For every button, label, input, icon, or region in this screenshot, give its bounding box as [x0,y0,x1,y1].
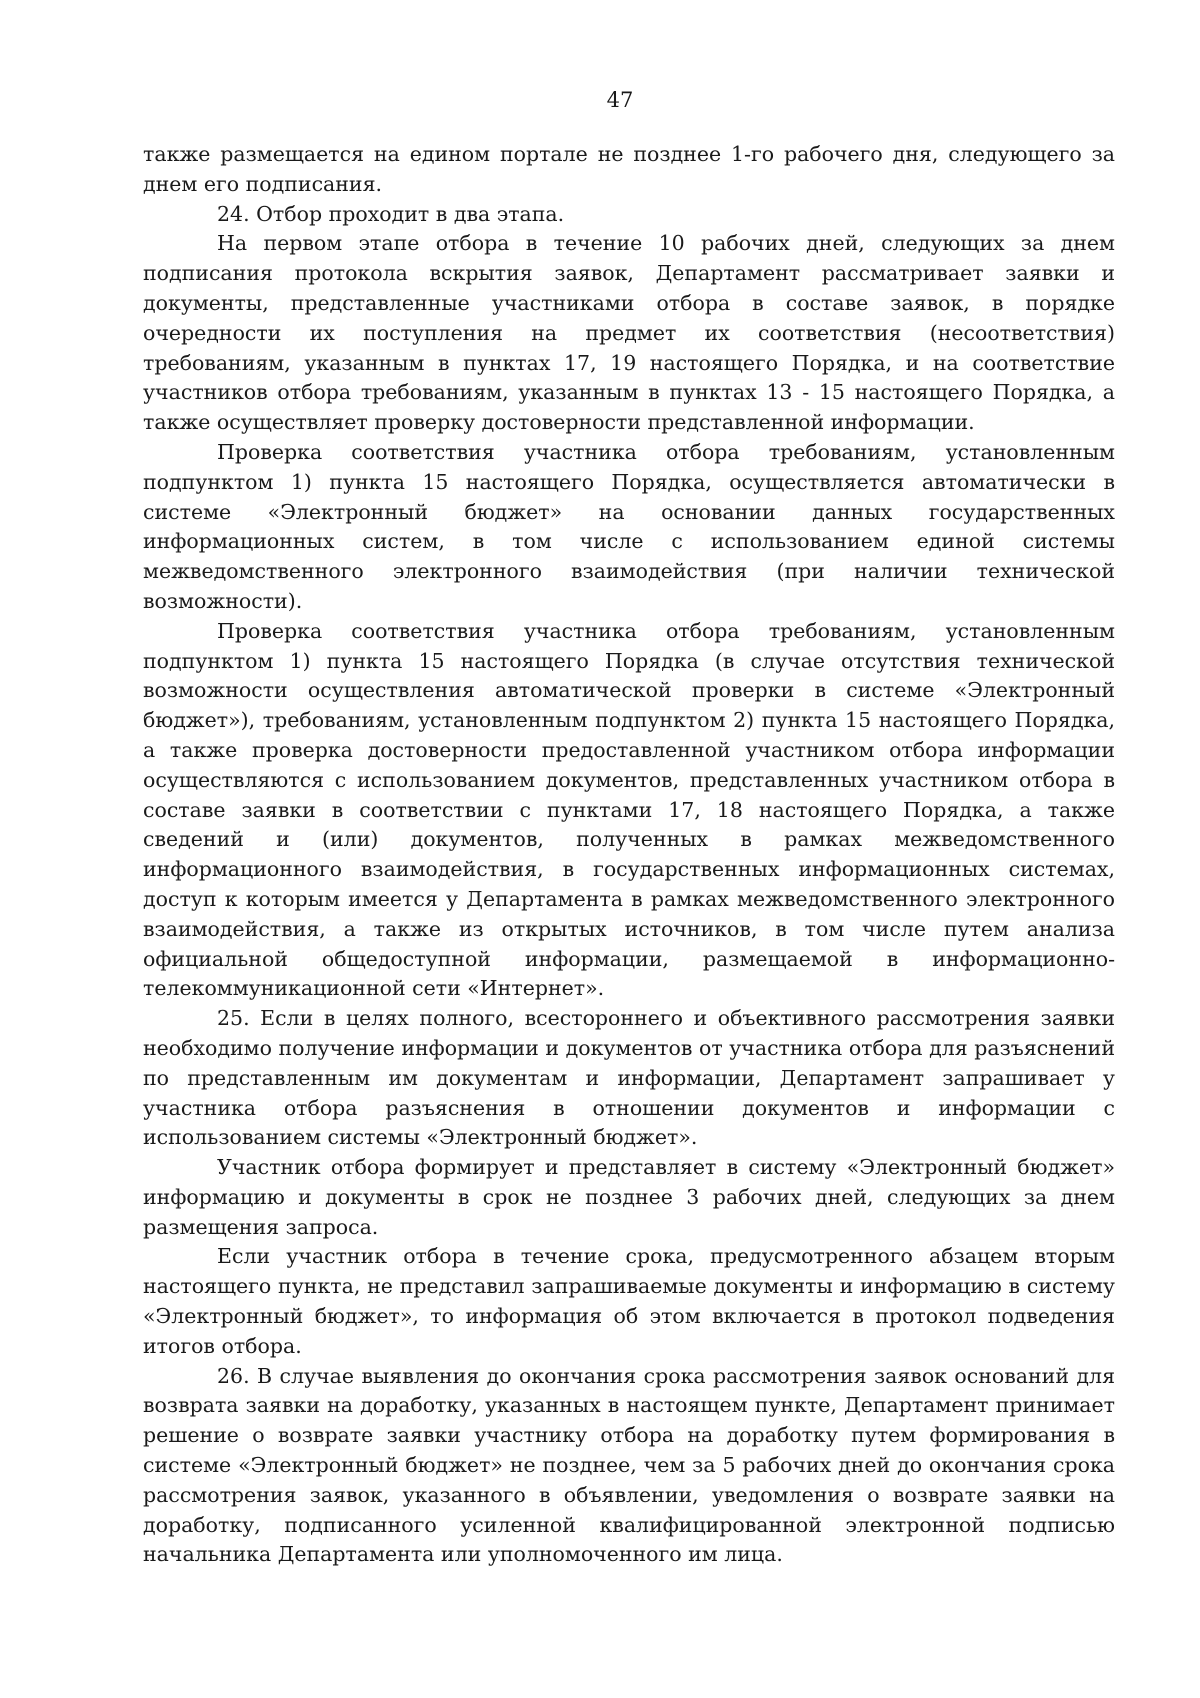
paragraph-continuation: также размещается на едином портале не позднее 1-го рабочего дня, следующего за днем его подписания. [143,142,1115,196]
paragraph-response-deadline: Участник отбора формирует и представляет в систему «Электронный бюджет» информацию и документы в срок не позднее 3 рабочих дней, следующих за днем размещения запроса. [143,1155,1115,1239]
document-body [143,140,1115,1570]
paragraph-automatic-check: Проверка соответствия участника отбора требованиям, установленным подпунктом 1) пункта 15 настоящего Порядка, осуществляется автоматически в системе «Электронный бюджет» на основании данных государственных информационных систем, в том числе с использованием единой системы межведомственного электронного взаимодействия (при наличии технической возможности). [143,439,1115,613]
paragraph-item-25: 25. Если в целях полного, всестороннего и объективного рассмотрения заявки необходимо получение информации и документов от участника отбора для разъяснений по представленным им документам и информации, Департамент запрашивает у участника отбора разъяснения в отношении документов и информации с использованием системы «Электронный бюджет». [143,1006,1115,1150]
paragraph-item-26: 26. В случае выявления до окончания срока рассмотрения заявок оснований для возврата заявки на доработку, указанных в настоящем пункте, Департамент принимает решение о возврате заявки участнику отбора на доработку путем формирования в системе «Электронный бюджет» не позднее, чем за 5 рабочих дней до окончания срока рассмотрения заявок, указанного в объявлении, уведомления о возврате заявки на доработку, подписанного усиленной квалифицированной электронной подписью начальника Департамента или уполномоченного им лица. [143,1363,1115,1567]
paragraph-item-24: 24. Отбор проходит в два этапа. [217,201,565,226]
paragraph-document-check: Проверка соответствия участника отбора требованиям, установленным подпунктом 1) пункта 15 настоящего Порядка (в случае отсутствия технической возможности осуществления автоматической проверки в системе «Электронный бюджет»), требованиям, установленным подпунктом 2) пункта 15 настоящего Порядка, а также проверка достоверности предоставленной участником отбора информации осуществляются с использованием документов, представленных участником отбора в составе заявки в соответствии с пунктами 17, 18 настоящего Порядка, а также сведений и (или) документов, полученных в рамках межведомственного информационного взаимодействия, в государственных информационных системах, доступ к которым имеется у Департамента в рамках межведомственного электронного взаимодействия, а также из открытых источников, в том числе путем анализа официальной общедоступной информации, размещаемой в информационно-телекоммуникационной сети «Интернет». [143,618,1115,1001]
paragraph-first-stage: На первом этапе отбора в течение 10 рабочих дней, следующих за днем подписания протокола вскрытия заявок, Департамент рассматривает заявки и документы, представленные участниками отбора в составе заявок, в порядке очередности их поступления на предмет их соответствия (несоответствия) требованиям, указанным в пунктах 17, 19 настоящего Порядка, и на соответствие участников отбора требованиям, указанным в пунктах 13 - 15 настоящего Порядка, а также осуществляет проверку достоверности представленной информации. [143,231,1115,435]
paragraph-no-response: Если участник отбора в течение срока, предусмотренного абзацем вторым настоящего пункта, не представил запрашиваемые документы и информацию в систему «Электронный бюджет», то информация об этом включается в протокол подведения итогов отбора. [143,1244,1115,1358]
page-number: 47 [606,88,634,112]
